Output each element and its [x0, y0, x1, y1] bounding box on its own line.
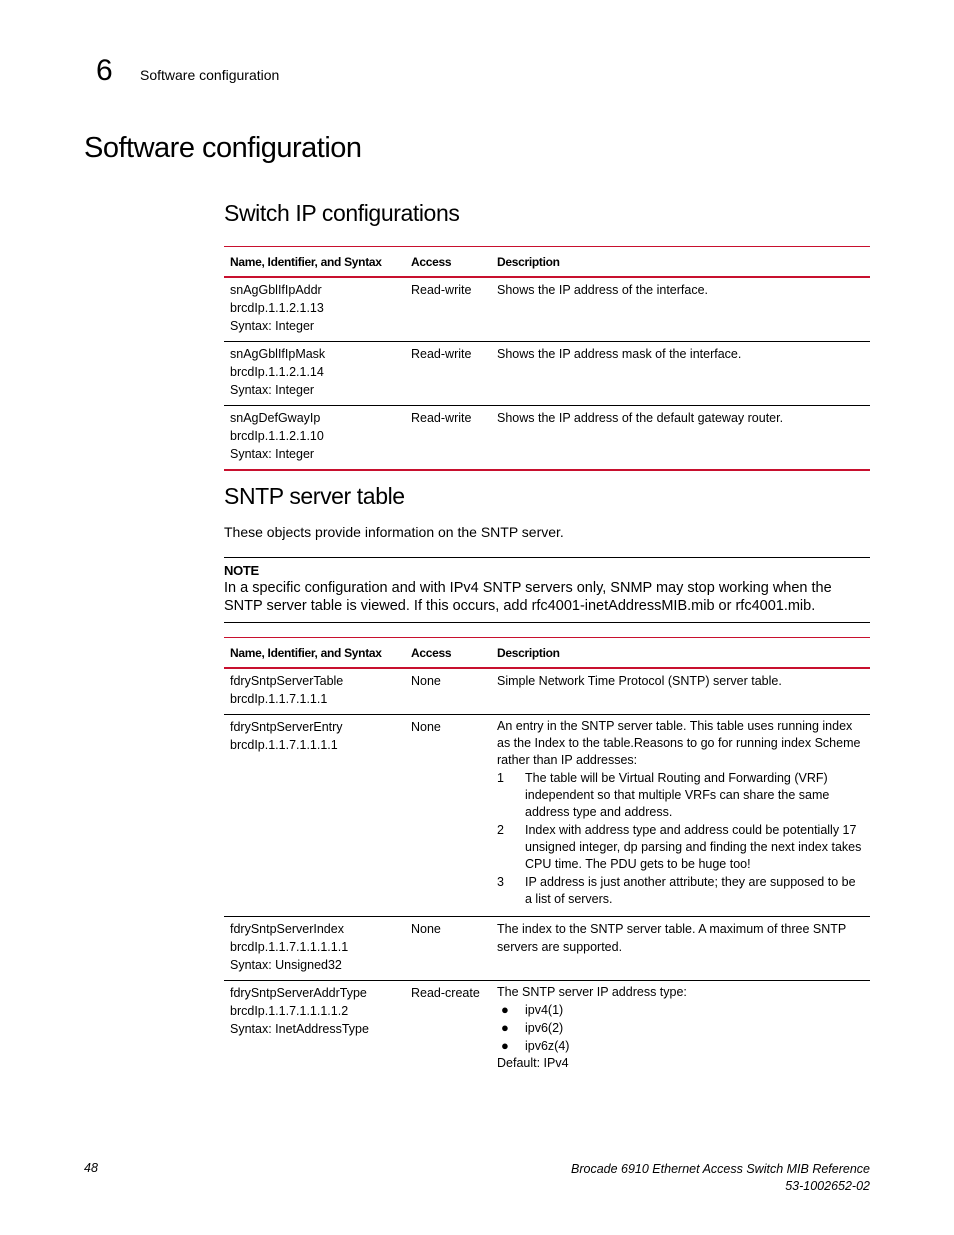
- object-access: None: [405, 917, 491, 981]
- list-item: ● ipv4(1): [501, 1002, 564, 1017]
- column-header-access: Access: [405, 638, 491, 669]
- object-access: Read-write: [405, 277, 491, 342]
- object-identifier: brcdIp.1.1.2.1.10: [230, 429, 324, 443]
- object-description: Shows the IP address of the default gateway router.: [491, 406, 870, 471]
- object-identifier: brcdIp.1.1.7.1.1.1.1.2: [230, 1004, 349, 1018]
- object-syntax: Syntax: Unsigned32: [230, 958, 342, 972]
- reasons-list: [497, 770, 864, 908]
- list-item: 1 The table will be Virtual Routing and Forwarding (VRF) independent so that multiple VRFs can share the same address type and address.: [497, 771, 830, 819]
- column-header-name: Name, Identifier, and Syntax: [224, 638, 405, 669]
- table-row: [224, 917, 870, 981]
- list-item: ● ipv6z(4): [501, 1038, 570, 1053]
- note-label: NOTE: [224, 563, 259, 578]
- object-syntax: Syntax: Integer: [230, 383, 315, 397]
- note-text: In a specific configuration and with IPv4 SNTP servers only, SNMP may stop working when the SNTP server table is viewed. If this occurs, add rfc4001-inetAddressMIB.mib or rfc4001.mib.: [224, 580, 832, 614]
- switch-ip-table: [224, 246, 870, 471]
- chapter-number: 6: [96, 54, 113, 87]
- table-header-row: [224, 638, 870, 669]
- table-row: [224, 277, 870, 342]
- object-name: fdrySntpServerTable: [230, 674, 344, 688]
- table-row: [224, 981, 870, 1079]
- list-item: 2 Index with address type and address could be potentially 17 unsigned integer, dp parsing and finding the next index takes CPU time. The PDU gets to be huge too!: [497, 823, 862, 871]
- note-box: [224, 557, 870, 623]
- object-identifier: brcdIp.1.1.2.1.14: [230, 365, 324, 379]
- object-access: Read-write: [405, 342, 491, 406]
- footer-doc-number: 53-1002652-02: [785, 1179, 870, 1193]
- object-name: snAgGblIfIpAddr: [230, 283, 322, 297]
- object-access: None: [405, 715, 491, 917]
- table-row: [224, 715, 870, 917]
- object-access: Read-write: [405, 406, 491, 471]
- list-item: 3 IP address is just another attribute; they are supposed to be a list of servers.: [497, 875, 856, 906]
- object-name: fdrySntpServerEntry: [230, 720, 343, 734]
- object-identifier: brcdIp.1.1.7.1.1.1: [230, 692, 328, 706]
- object-identifier: brcdIp.1.1.2.1.13: [230, 301, 324, 315]
- object-identifier: brcdIp.1.1.7.1.1.1.1: [230, 738, 338, 752]
- table-header-row: [224, 247, 870, 278]
- object-name: fdrySntpServerIndex: [230, 922, 344, 936]
- object-syntax: Syntax: Integer: [230, 447, 315, 461]
- default-value: Default: IPv4: [497, 1056, 569, 1070]
- page-title: Software configuration: [84, 132, 362, 164]
- sntp-server-table: [224, 637, 870, 1078]
- table-row: [224, 406, 870, 471]
- table-row: [224, 342, 870, 406]
- object-description: An entry in the SNTP server table. This table uses running index as the Index to the table.Reasons to go for running index Scheme rather than IP addresses:: [497, 719, 861, 767]
- bullet-icon: ●: [501, 1002, 509, 1017]
- table-row: [224, 668, 870, 715]
- object-description: The index to the SNTP server table. A maximum of three SNTP servers are supported.: [491, 917, 870, 981]
- object-description: The SNTP server IP address type:: [497, 985, 687, 999]
- section-title-switch-ip: Switch IP configurations: [224, 200, 460, 226]
- section-intro: These objects provide information on the SNTP server.: [224, 524, 564, 540]
- bullet-icon: ●: [501, 1020, 509, 1035]
- object-name: fdrySntpServerAddrType: [230, 986, 367, 1000]
- column-header-description: Description: [491, 247, 870, 278]
- address-type-list: [497, 1001, 864, 1055]
- object-syntax: Syntax: Integer: [230, 319, 315, 333]
- object-identifier: brcdIp.1.1.7.1.1.1.1.1: [230, 940, 349, 954]
- object-name: snAgDefGwayIp: [230, 411, 321, 425]
- page-number: 48: [84, 1161, 98, 1175]
- column-header-access: Access: [405, 247, 491, 278]
- object-access: Read-create: [411, 986, 480, 1000]
- section-title-sntp: SNTP server table: [224, 483, 405, 509]
- chapter-title: Software configuration: [140, 67, 280, 83]
- column-header-description: Description: [491, 638, 870, 669]
- object-name: snAgGblIfIpMask: [230, 347, 326, 361]
- object-description: Shows the IP address of the interface.: [491, 277, 870, 342]
- footer-doc-title: Brocade 6910 Ethernet Access Switch MIB Reference: [571, 1162, 870, 1176]
- bullet-icon: ●: [501, 1038, 509, 1053]
- object-access: None: [405, 668, 491, 715]
- column-header-name: Name, Identifier, and Syntax: [224, 247, 405, 278]
- footer-doc-info: [571, 1161, 870, 1195]
- list-item: ● ipv6(2): [501, 1020, 564, 1035]
- object-description: Shows the IP address mask of the interface.: [491, 342, 870, 406]
- object-description: Simple Network Time Protocol (SNTP) server table.: [491, 668, 870, 715]
- object-syntax: Syntax: InetAddressType: [230, 1022, 369, 1036]
